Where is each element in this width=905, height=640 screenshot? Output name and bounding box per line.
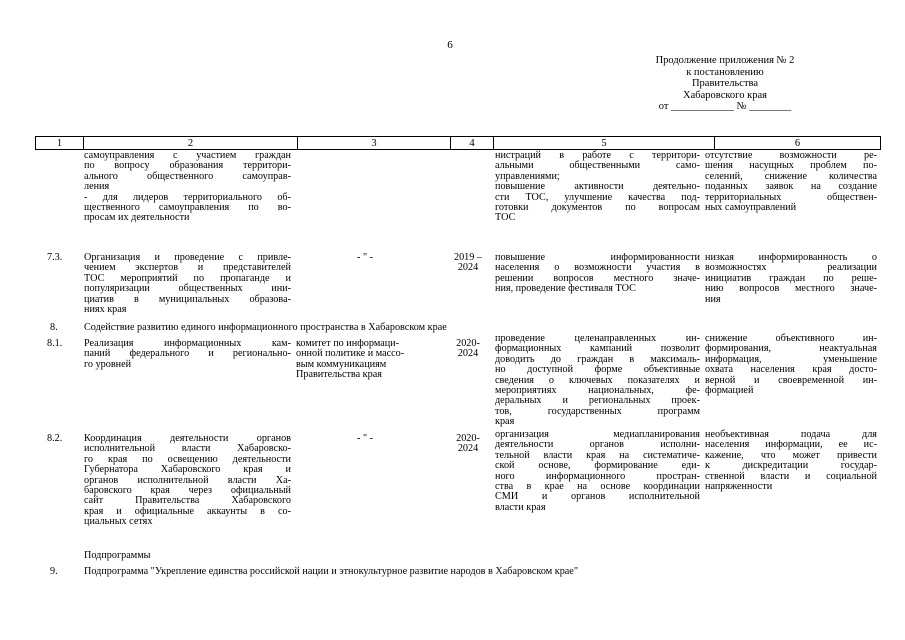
text-line: - для лидеров территориального об- — [84, 191, 291, 203]
text-line: паний федерального и регионально- — [84, 348, 291, 360]
text-line: сведения о ключевых показателях и — [495, 374, 700, 386]
text-line: баровского края через официальный — [84, 485, 291, 497]
column-number: 1 — [36, 137, 84, 150]
text-line: возможностях реализации — [705, 262, 877, 274]
text-line: повышение информированности — [495, 252, 700, 263]
cont-col6 — [705, 151, 877, 213]
text-line: го края по освещению деятельности — [84, 453, 291, 465]
text-line: снижение объективного ин- — [705, 333, 877, 344]
text-line: нию вопросов местного значе- — [705, 283, 877, 295]
text-line: 2024 — [457, 262, 479, 274]
text-line: ТОС мероприятий по пропаганде и — [84, 272, 291, 284]
text-line: нистраций в работе с территори- — [495, 150, 700, 161]
subprogram-title: Подпрограмма "Укрепление единства российской нации и этнокультурное развитие народов в Хабаровском крае" — [84, 566, 578, 577]
text-line: ного информационного простран- — [495, 470, 700, 482]
section-title: Содействие развитию единого информационного пространства в Хабаровском крае — [84, 322, 447, 333]
r73-col5 — [495, 253, 700, 295]
text-line: повышение активности деятельно- — [495, 181, 700, 193]
text-line: просам их деятельности — [84, 212, 190, 224]
r81-col2 — [84, 339, 291, 370]
column-number: 6 — [715, 137, 881, 150]
text-line: территориальных обществен- — [705, 191, 877, 203]
text-line: охвата населения края досто- — [705, 364, 877, 376]
text-line: края и официальные аккаунты в со- — [84, 505, 291, 517]
text-line: 2020- — [456, 338, 480, 349]
text-line: Организация и проведение с привле- — [84, 252, 291, 263]
text-line: населения информации, ее ис- — [705, 439, 877, 451]
text-line: информация, уменьшение — [705, 353, 877, 365]
text-line: проведение целенаправленных ин- — [495, 333, 700, 344]
text-line: решении вопросов местного значе- — [495, 272, 700, 284]
r82-col2 — [84, 434, 291, 528]
text-line: формационных кампаний позволит — [495, 343, 700, 355]
text-line: чением экспертов и представителей — [84, 262, 291, 274]
text-line: органов исполнительной власти Ха- — [84, 474, 291, 486]
text-line: деятельности органов исполни- — [495, 439, 700, 451]
text-line: СМИ и органов исполнительной — [495, 491, 700, 503]
text-line: деральных и региональных проек- — [495, 395, 700, 407]
header-line: Хабаровского края — [683, 89, 767, 101]
text-line: населения о возможности участия в — [495, 262, 700, 274]
header-line: к постановлению — [686, 66, 764, 78]
text-line: онной политике и массо- — [296, 348, 405, 360]
text-line: популяризации общественных ини- — [84, 283, 291, 295]
text-line: Губернатора Хабаровского края и — [84, 464, 291, 476]
text-line: ТОС — [495, 212, 516, 224]
row-number: 8.1. — [47, 338, 63, 349]
text-line: необъективная подача для — [705, 429, 877, 440]
text-line: мероприятиях национальных, фе- — [495, 385, 700, 397]
text-line: организация медиапланирования — [495, 429, 700, 440]
text-line: но доступной форме объективные — [495, 364, 700, 376]
cont-col2 — [84, 151, 291, 224]
row-number: 9. — [50, 566, 58, 577]
r81-col6 — [705, 334, 877, 396]
text-line: самоуправления с участием граждан — [84, 150, 291, 161]
header-line: Продолжение приложения № 2 — [655, 55, 795, 66]
text-line: 2020- — [456, 433, 480, 444]
text-line: вым коммуникациям — [296, 358, 387, 370]
text-line: 2024 — [457, 443, 479, 455]
text-line: селений, снижение количества — [705, 170, 877, 182]
r73-col6 — [705, 253, 877, 305]
text-line: Реализация информационных кам- — [84, 338, 291, 349]
cont-col5 — [495, 151, 700, 224]
text-line: поданных заявок на создание — [705, 181, 877, 193]
text-line: готовки документов по вопросам — [495, 202, 700, 214]
column-number: 2 — [84, 137, 298, 150]
r73-col4 — [448, 253, 488, 274]
r73-col2 — [84, 253, 291, 315]
r81-col3 — [296, 339, 404, 381]
text-line: го уровней — [84, 358, 132, 370]
text-line: циатив в муниципальных образова- — [84, 293, 291, 305]
r82-col3: - " - — [357, 433, 374, 444]
r81-col4 — [448, 339, 488, 360]
text-line: доводить до граждан в максималь- — [495, 353, 700, 365]
header-line: от ____________ № ________ — [658, 101, 792, 113]
column-number: 3 — [298, 137, 451, 150]
text-line: шения насущных проблем по- — [705, 160, 877, 172]
r82-col5 — [495, 430, 700, 513]
text-line: ской основе, формирование еди- — [495, 460, 700, 472]
text-line: управлениями; — [495, 170, 560, 182]
r82-col4 — [448, 434, 488, 455]
text-line: инициатив граждан по реше- — [705, 272, 877, 284]
page-number: 6 — [447, 39, 453, 51]
text-line: тельной власти края на систематиче- — [495, 449, 700, 461]
text-line: формацией — [705, 385, 754, 397]
text-line: ных самоуправлений — [705, 202, 797, 214]
text-line: к дискредитации государ- — [705, 460, 877, 472]
text-line: циальных сетях — [84, 516, 153, 528]
text-line: 2024 — [457, 348, 479, 360]
text-line: Правительства края — [296, 369, 382, 381]
text-line: комитет по информаци- — [296, 338, 400, 349]
text-line: формирования, неактуальная — [705, 343, 877, 355]
text-line: сайт Правительства Хабаровского — [84, 495, 291, 507]
text-line: ления — [84, 181, 110, 193]
text-line: отсутствие возможности ре- — [705, 150, 877, 161]
appendix-header — [600, 55, 850, 113]
text-line: верной и своевременной ин- — [705, 374, 877, 386]
text-line: ственной власти и социальной — [705, 470, 877, 482]
text-line: напряженности — [705, 481, 773, 493]
text-line: ства в крае на основе координации — [495, 481, 700, 493]
text-line: ния — [705, 293, 721, 305]
text-line: кажение, что может привести — [705, 449, 877, 461]
row-number: 8.2. — [47, 433, 63, 444]
r73-col3: - " - — [357, 252, 374, 263]
column-number: 4 — [451, 137, 494, 150]
text-line: низкая информированность о — [705, 252, 877, 263]
column-number-header — [35, 136, 881, 150]
text-line: по вопросу образования территори- — [84, 160, 291, 172]
text-line: сти ТОС, улучшение качества под- — [495, 191, 700, 203]
text-line: 2019 – — [453, 252, 482, 263]
text-line: исполнительной власти Хабаровско- — [84, 443, 291, 455]
r81-col5 — [495, 334, 700, 428]
header-line: Правительства — [691, 78, 759, 90]
subprograms-label: Подпрограммы — [84, 550, 151, 561]
text-line: тов, государственных программ — [495, 405, 700, 417]
text-line: ального общественного самоуправ- — [84, 170, 291, 182]
text-line: альными общественными само- — [495, 160, 700, 172]
text-line: власти края — [495, 501, 546, 513]
r82-col6 — [705, 430, 877, 492]
column-number: 5 — [494, 137, 715, 150]
text-line: щественного самоуправления по во- — [84, 202, 291, 214]
row-number: 8. — [50, 322, 58, 333]
text-line: ниях края — [84, 304, 127, 316]
text-line: ния, проведение фестиваля ТОС — [495, 283, 636, 295]
text-line: края — [495, 416, 515, 428]
text-line: Координация деятельности органов — [84, 433, 291, 444]
row-number: 7.3. — [47, 252, 63, 263]
